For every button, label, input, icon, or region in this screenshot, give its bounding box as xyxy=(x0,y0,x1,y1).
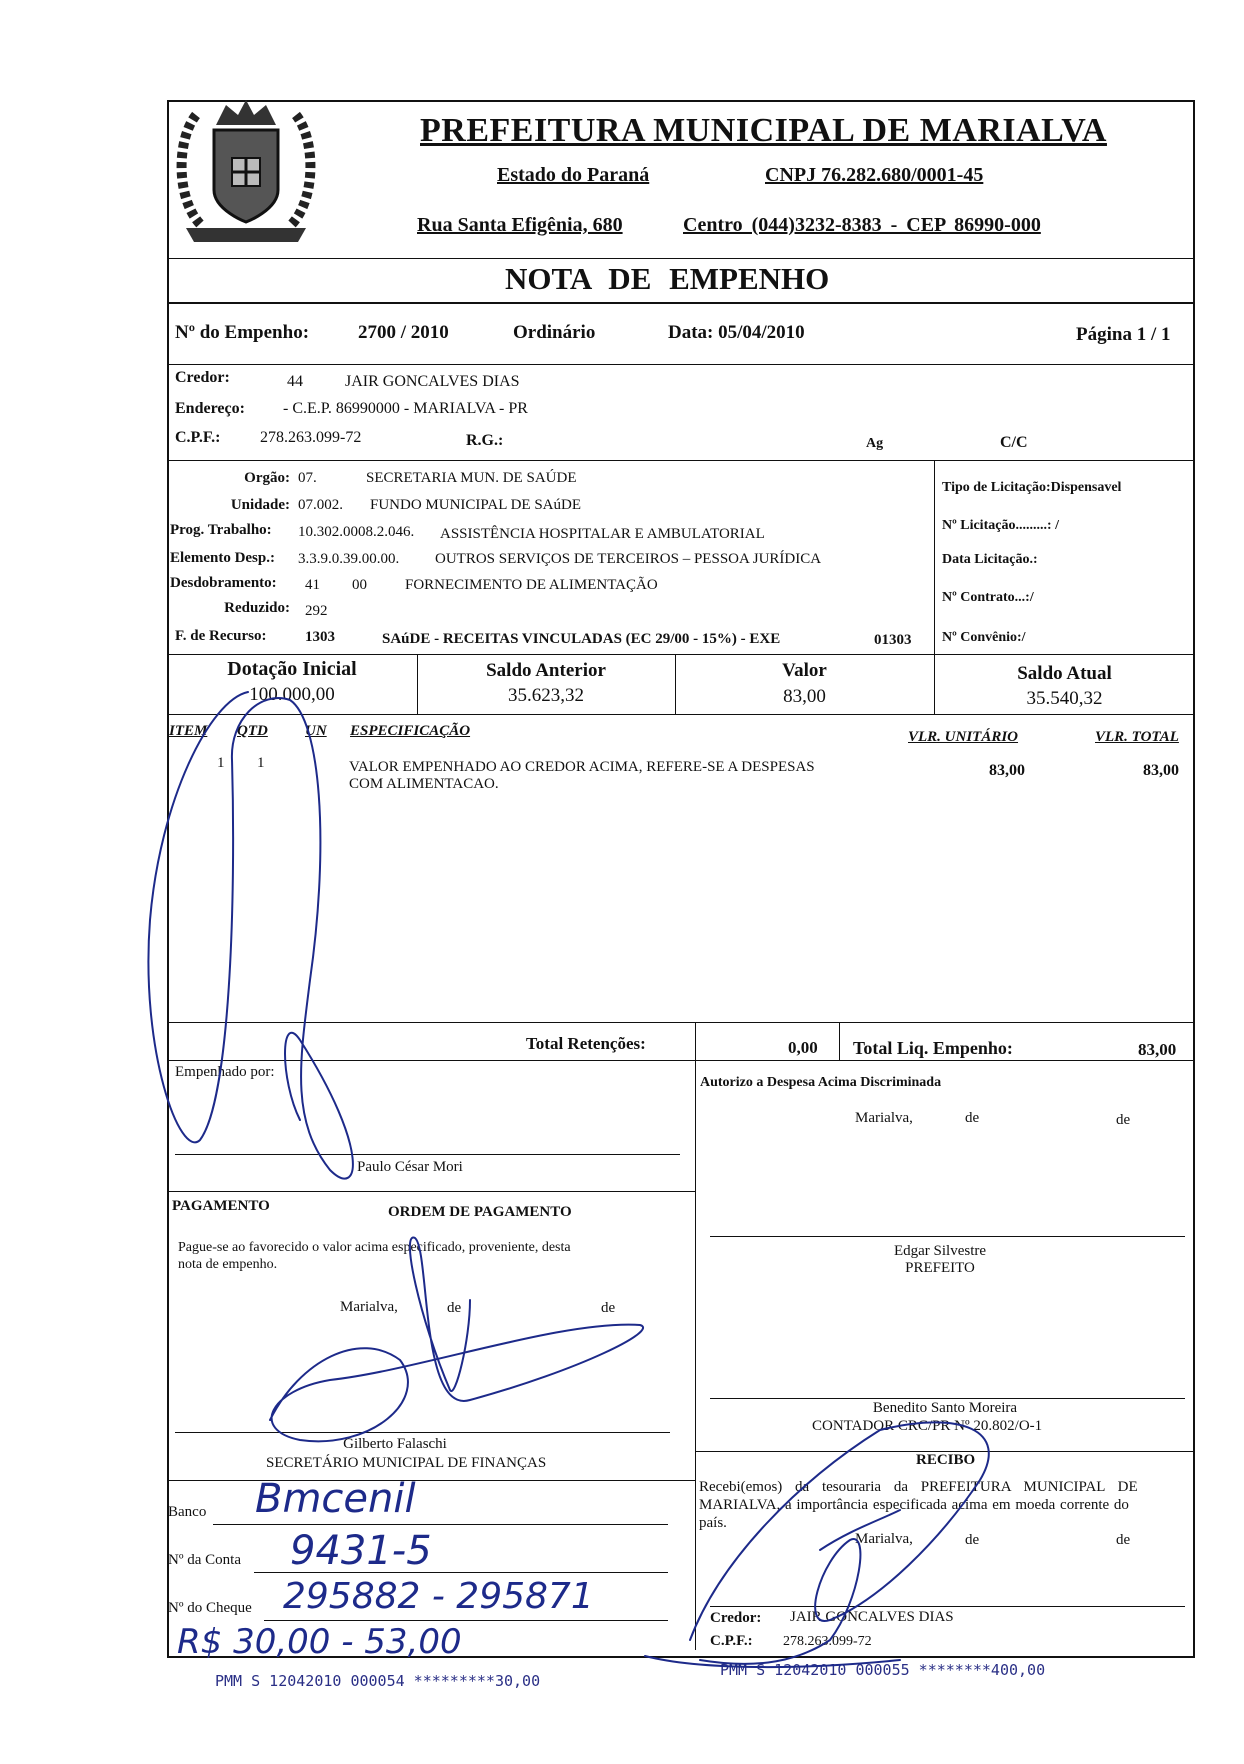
ag-label: Ag xyxy=(866,436,884,451)
prefeito-name: Edgar Silvestre xyxy=(893,1243,987,1259)
pagamento-de1: de xyxy=(447,1300,462,1316)
empenho-date: Data: 05/04/2010 xyxy=(668,322,805,343)
elemento-name: OUTROS SERVIÇOS DE TERCEIROS – PESSOA JURÍDICA xyxy=(435,551,822,567)
divider xyxy=(934,460,935,654)
payment-stamp-left: PMM S 12042010 000054 *********30,00 xyxy=(215,1672,541,1690)
recurso-number: 01303 xyxy=(874,632,912,648)
credor-address: - C.E.P. 86990000 - MARIALVA - PR xyxy=(283,400,528,417)
cheque-label: Nº do Cheque xyxy=(168,1600,252,1616)
prog-name: ASSISTÊNCIA HOSPITALAR E AMBULATORIAL xyxy=(440,526,765,542)
divider xyxy=(167,654,1195,655)
divider xyxy=(167,714,1195,715)
secretario-name: Gilberto Falaschi xyxy=(343,1436,447,1452)
unidade-label: Unidade: xyxy=(230,497,290,513)
credor-label: Credor: xyxy=(175,369,230,386)
page-number: Página 1 / 1 xyxy=(1076,324,1171,345)
liquido-label: Total Liq. Empenho: xyxy=(853,1038,1013,1058)
retencoes-value: 0,00 xyxy=(788,1038,818,1057)
signature-line xyxy=(175,1154,680,1155)
divider xyxy=(167,1022,1195,1023)
pagamento-de2: de xyxy=(601,1300,616,1316)
valor-label: Valor xyxy=(782,660,827,681)
contador-name: Benedito Santo Moreira xyxy=(872,1400,1018,1416)
saldo-anterior-label: Saldo Anterior xyxy=(486,660,606,681)
recurso-code: 1303 xyxy=(305,629,335,645)
banco-label: Banco xyxy=(168,1504,207,1520)
credor-name: JAIR GONCALVES DIAS xyxy=(345,373,520,390)
empenho-label: Nº do Empenho: xyxy=(175,322,310,343)
valor-value: 83,00 xyxy=(783,686,826,707)
desdobramento-name: FORNECIMENTO DE ALIMENTAÇÃO xyxy=(405,577,658,593)
desdobramento-code: 41 xyxy=(305,577,320,593)
prog-label: Prog. Trabalho: xyxy=(170,522,272,538)
divider xyxy=(695,1022,696,1650)
orgao-name: SECRETARIA MUN. DE SAÚDE xyxy=(366,470,577,486)
contador-role: CONTADOR CRC/PR Nº 20.802/O-1 xyxy=(812,1418,1043,1434)
payment-stamp-right: PMM S 12042010 000055 ********400,00 xyxy=(720,1661,1046,1679)
divider xyxy=(167,302,1195,304)
ordem-pagamento-label: ORDEM DE PAGAMENTO xyxy=(388,1204,572,1220)
divider xyxy=(167,1480,695,1481)
saldo-atual-label: Saldo Atual xyxy=(1017,663,1112,684)
saldo-anterior-value: 35.623,32 xyxy=(508,685,584,706)
orgao-label: Orgão: xyxy=(244,470,290,486)
row-vlr-unitario: 83,00 xyxy=(989,762,1025,779)
recibo-text-line1: Recebi(emos) da tesouraria da PREFEITURA MUNICIPAL DE xyxy=(699,1479,1138,1495)
reduzido-label: Reduzido: xyxy=(224,600,290,616)
address-label: Endereço: xyxy=(175,400,245,417)
empenhado-name: Paulo César Mori xyxy=(357,1159,463,1175)
conta-handwritten: 9431-5 xyxy=(290,1528,432,1574)
col-header-item: ITEM xyxy=(169,723,208,739)
pagamento-label: PAGAMENTO xyxy=(172,1198,270,1214)
municipality-title: PREFEITURA MUNICIPAL DE MARIALVA xyxy=(420,112,1107,149)
desdobramento-sub: 00 xyxy=(352,577,367,593)
desdobramento-label: Desdobramento: xyxy=(170,575,277,591)
retencoes-label: Total Retenções: xyxy=(526,1034,646,1053)
recibo-cpf-label: C.P.F.: xyxy=(710,1633,753,1649)
licitacao-data: Data Licitação.: xyxy=(942,552,1038,567)
col-header-especificacao: ESPECIFICAÇÃO xyxy=(350,723,471,739)
recibo-label: RECIBO xyxy=(916,1452,976,1468)
empenhado-label: Empenhado por: xyxy=(175,1064,275,1080)
signature-line xyxy=(710,1236,1185,1237)
street-address: Rua Santa Efigênia, 680 xyxy=(417,214,623,236)
divider xyxy=(839,1022,840,1060)
recibo-cpf: 278.263.099-72 xyxy=(783,1634,872,1649)
address-contact: Centro (044)3232-8383 - CEP 86990-000 xyxy=(683,214,1041,236)
col-header-un: UN xyxy=(305,723,327,739)
divider xyxy=(167,258,1195,259)
licitacao-tipo: Tipo de Licitação:Dispensavel xyxy=(942,480,1122,495)
recibo-de1: de xyxy=(965,1532,980,1548)
licitacao-numero: Nº Licitação.........: / xyxy=(942,518,1059,533)
elemento-code: 3.3.9.0.39.00.00. xyxy=(298,551,400,567)
col-header-vlr-unitario: VLR. UNITÁRIO xyxy=(908,729,1019,745)
rg-label: R.G.: xyxy=(466,432,504,449)
elemento-label: Elemento Desp.: xyxy=(170,550,275,566)
liquido-value: 83,00 xyxy=(1138,1040,1177,1059)
convenio-numero: Nº Convênio:/ xyxy=(942,630,1026,645)
recibo-credor-label: Credor: xyxy=(710,1610,762,1626)
pagamento-text-line1: Pague-se ao favorecido o valor acima especificado, proveniente, desta xyxy=(178,1240,571,1255)
pagamento-city: Marialva, xyxy=(340,1299,398,1315)
prefeito-role: PREFEITO xyxy=(905,1260,975,1276)
col-header-qtd: QTD xyxy=(237,723,268,739)
empenho-number: 2700 / 2010 xyxy=(358,322,449,343)
conta-label: Nº da Conta xyxy=(168,1552,241,1568)
recibo-de2: de xyxy=(1116,1532,1131,1548)
autorizo-de1: de xyxy=(965,1110,980,1126)
autorizo-de2: de xyxy=(1116,1112,1131,1128)
banco-handwritten: Bmcenil xyxy=(255,1476,416,1522)
autorizo-city: Marialva, xyxy=(855,1110,913,1126)
cheque-line xyxy=(264,1620,668,1621)
col-header-vlr-total: VLR. TOTAL xyxy=(1095,729,1179,745)
reduzido-code: 292 xyxy=(305,603,328,619)
banco-line xyxy=(213,1524,668,1525)
pagamento-text-line2: nota de empenho. xyxy=(178,1257,278,1272)
row-vlr-total: 83,00 xyxy=(1143,762,1179,779)
divider xyxy=(167,460,1195,461)
divider xyxy=(167,1060,1195,1061)
cc-label: C/C xyxy=(1000,434,1028,451)
valores-handwritten: R$ 30,00 - 53,00 xyxy=(177,1622,462,1662)
signature-line xyxy=(710,1606,1185,1607)
autorizo-label: Autorizo a Despesa Acima Discriminada xyxy=(700,1075,942,1090)
signature-line xyxy=(710,1398,1185,1399)
recibo-text-line3: país. xyxy=(699,1515,727,1531)
divider xyxy=(167,1191,695,1192)
cpf-label: C.P.F.: xyxy=(175,429,221,446)
recurso-name: SAúDE - RECEITAS VINCULADAS (EC 29/00 - 15%) - EXE xyxy=(382,631,781,647)
state-name: Estado do Paraná xyxy=(497,164,650,186)
divider xyxy=(167,364,1195,365)
dotacao-label: Dotação Inicial xyxy=(227,658,357,680)
unidade-name: FUNDO MUNICIPAL DE SAúDE xyxy=(370,497,581,513)
credor-code: 44 xyxy=(287,373,303,390)
row-qtd: 1 xyxy=(257,755,265,771)
row-item: 1 xyxy=(217,755,225,771)
unidade-code: 07.002. xyxy=(298,497,343,513)
cnpj: CNPJ 76.282.680/0001-45 xyxy=(765,164,984,186)
secretario-role: SECRETÁRIO MUNICIPAL DE FINANÇAS xyxy=(266,1455,547,1471)
dotacao-value: 100.000,00 xyxy=(249,684,335,705)
recibo-credor-name: JAIR GONCALVES DIAS xyxy=(790,1609,954,1625)
recibo-city: Marialva, xyxy=(855,1531,913,1547)
row-spec-line2: COM ALIMENTACAO. xyxy=(349,776,499,792)
saldo-atual-value: 35.540,32 xyxy=(1026,688,1103,709)
recibo-text-line2: MARIALVA, a importância especificada acima em moeda corrente do xyxy=(699,1497,1129,1513)
signature-line xyxy=(175,1432,670,1433)
credor-cpf: 278.263.099-72 xyxy=(260,429,362,446)
empenho-type: Ordinário xyxy=(513,322,596,343)
recurso-label: F. de Recurso: xyxy=(175,628,267,644)
prog-code: 10.302.0008.2.046. xyxy=(298,524,415,540)
document-title: NOTA DE EMPENHO xyxy=(505,261,830,296)
contrato-numero: Nº Contrato...:/ xyxy=(942,590,1034,605)
row-spec-line1: VALOR EMPENHADO AO CREDOR ACIMA, REFERE-SE A DESPESAS xyxy=(349,759,815,775)
cheque-handwritten: 295882 - 295871 xyxy=(283,1576,594,1617)
orgao-code: 07. xyxy=(298,470,317,486)
